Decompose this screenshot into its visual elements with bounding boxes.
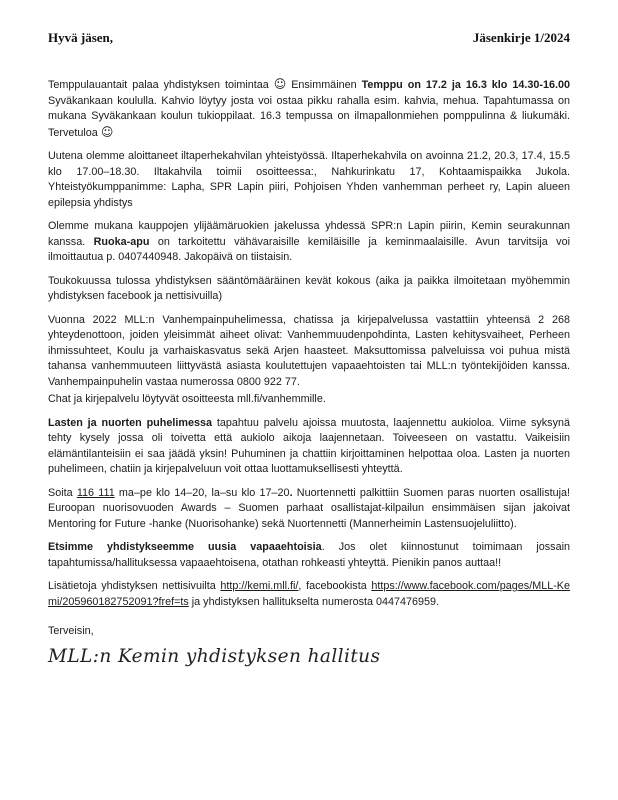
text-run: Ruoka-apu <box>93 235 150 248</box>
text-run: Temppu on 17.2 ja 16.3 klo 14.30-16.00 <box>361 79 570 91</box>
text-run: Vuonna 2022 MLL:n Vanhempainpuhelimessa, chatissa ja kirjepalvelussa vastattiin yhteensä 2 268 yhteydenottoon, joiden yleisimmät aiheet olivat: Vanhemmuudenpohdinta, Lasten kehitysvaiheet, Perheen ihmissuhteet, Koulu ja varhaiskasvatus sekä Arjen haasteet. Maksuttomissa palveluissa voi puhua mistä tahansa vanhemmuuteen liittyvästä asiasta koulutettujen vapaaehtoisten tai MLL:n työntekijöiden kanssa. Vanhempainpuhelin vastaa numerossa 0800 922 77. <box>48 313 570 388</box>
text-run: Lisätietoja yhdistyksen nettisivuilta <box>48 580 221 592</box>
newsletter-title: Jäsenkirje 1/2024 <box>472 30 570 45</box>
text-run: Ensimmäinen <box>286 79 362 91</box>
text-run: Chat ja kirjepalvelu löytyvät osoitteesta mll.fi/vanhemmille. <box>48 393 326 405</box>
text-run: 116 111 <box>76 486 115 499</box>
paragraph-lisatietoja <box>48 579 570 610</box>
paragraph-iltaperhekahvila <box>48 149 570 211</box>
text-run: Lasten ja nuorten puhelimessa <box>48 416 212 429</box>
text-run: tapahtuu palvelu ajoissa muutosta, laajennettu aukioloa. Viime syksynä tehty kysely jossa oli toivetta että aukiolo aikoja laajennetaan. Toiveeseen on vastattu. Vaikeisiin elämäntilanteisiin ei saa jäädä yksin! Puhuminen ja chattiin kirjoittaminen helpottaa oloa. Lasten ja nuorten puhelimeen, chatiin ja kirjepalveluun voit ottaa luottamuksellisesti yhteyttä. <box>48 416 570 475</box>
paragraph-soita-nuortennetti <box>48 486 570 533</box>
paragraph-ruoka-apu <box>48 219 570 266</box>
paragraph-kevatkokous <box>48 274 570 305</box>
kemi-mll-link[interactable]: http://kemi.mll.fi/ <box>220 580 299 592</box>
text-run: Toukokuussa tulossa yhdistyksen sääntömääräinen kevät kokous (aika ja paikka ilmoitetaan myöhemmin yhdistyksen facebook ja nettisivuilla) <box>48 274 570 302</box>
paragraph-temppulauantait <box>48 77 570 141</box>
closing-line: Terveisin, <box>48 625 94 637</box>
text-run: . <box>289 486 293 499</box>
letter-header <box>48 30 570 46</box>
text-run: Nuortennetti palkittiin Suomen paras nuorten osallistuja! Euroopan nuorisovuoden Awards – Suomen parhaat osallistajat-kilpailun ensimmäisen sijan jakoivat Mentoring for Future -hanke (Nuorisohanke) sekä Nuortennetti (Mannerheimin Lastensuojeluliitto). <box>48 486 571 530</box>
text-run: Etsimme yhdistykseemme uusia vapaaehtoisia <box>48 541 322 553</box>
text-run: , facebookista <box>298 580 372 592</box>
salutation: Hyvä jäsen, <box>48 30 113 45</box>
paragraph-vapaaehtoiset <box>48 540 570 571</box>
text-run: Uutena olemme aloittaneet iltaperhekahvilan yhteistyössä. Iltaperhekahvila on avoinna 21.2, 20.3, 17.4, 15.5 klo 17.00–18.30. Iltakahvila toimii osoitteessa:, Nahkurinkatu 17, Kohtaamispaikka Jukola. Yhteistyökumppanimme: Lapha, SPR Lapin piiri, Pohjoisen Yhden vanhemman perheet ry, Lapin alueen epilepsia yhdistys <box>48 150 570 209</box>
text-run: Temppulauantait palaa yhdistyksen toimintaa <box>48 79 274 91</box>
smiley-icon: ☺ <box>100 124 114 139</box>
facebook-page-link[interactable]: https://www.facebook.com/pages/MLL-Kemi/205960182752091?fref=ts <box>48 580 571 608</box>
signature-line: MLL:n Kemin yhdistyksen hallitus <box>48 646 381 667</box>
text-run: Soita <box>48 486 77 499</box>
paragraph-lasten-ja-nuorten-puhelin <box>48 416 570 478</box>
text-run: Syväkankaan koululla. Kahvio löytyy josta voi ostaa pikku rahalla esim. kahvia, mehua. Tapahtumassa on mukana Syväkankaan koulun tukioppilaat. 16.3 tempussa on ilmapallonmiehen pomppulinna & liukumäki. Tervetuloa <box>48 94 570 139</box>
text-run: on tarkoitettu vähävaraisille kemiläisille ja keminmaalaisille. Avun tarvitsija voi ilmoittautua p. 0407440948. Jakopäivä on tiistaisin. <box>48 235 570 263</box>
text-run: . Jos olet kiinnostunut toimimaan jossain tapahtumissa/hallituksessa vapaaehtoisena, otathan rohkeasti yhteyttä. Pienikin panos auttaa!! <box>48 541 570 569</box>
text-run: ma–pe klo 14–20, la–su klo 17–20 <box>114 486 290 499</box>
text-run: Olemme mukana kauppojen ylijäämäruokien jakelussa yhdessä SPR:n Lapin piirin, Kemin seurakunnan kanssa. <box>48 220 570 248</box>
smiley-icon: ☺ <box>273 77 287 91</box>
letter-body <box>48 77 570 610</box>
paragraph-vanhempainpuhelin <box>48 313 570 391</box>
text-run: ja yhdistyksen hallitukselta numerosta 0447476959. <box>188 595 440 608</box>
paragraph-chat-kirjepalvelu <box>48 392 570 408</box>
